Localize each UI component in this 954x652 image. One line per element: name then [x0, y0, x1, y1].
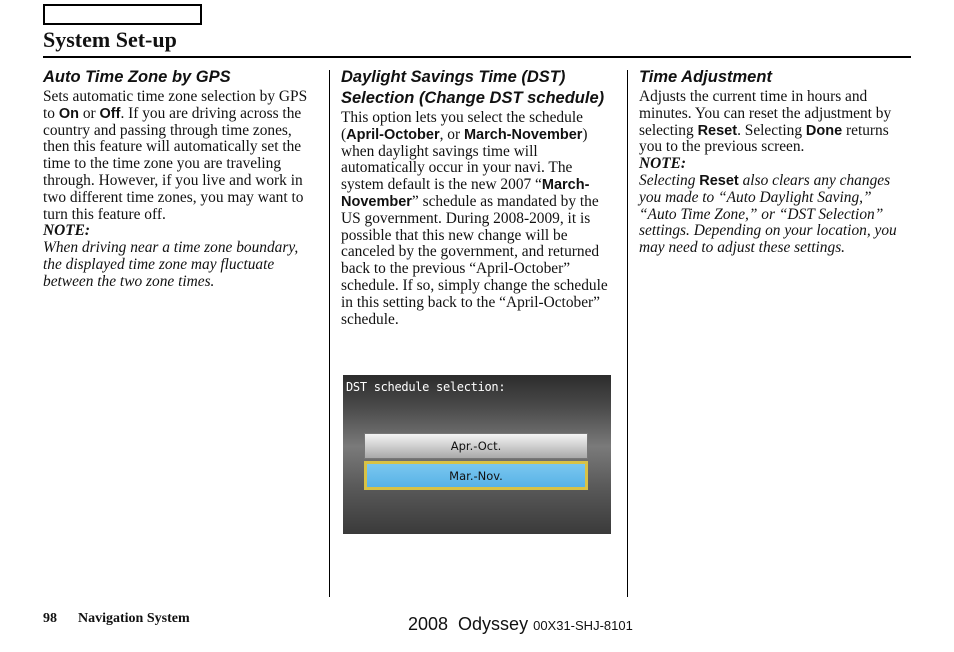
note-text: Selecting — [639, 171, 700, 189]
dst-body — [341, 110, 613, 328]
march-november-label-2: March-November — [341, 177, 590, 210]
body-text: , or — [439, 125, 464, 143]
auto-time-zone-body — [43, 89, 313, 223]
april-october-label: April-October — [346, 126, 440, 143]
header-tab-box — [43, 4, 202, 25]
apr-oct-option-button[interactable]: Apr.-Oct. — [364, 433, 588, 459]
note-heading: NOTE: — [639, 155, 687, 173]
publication-code: 00X31-SHJ-8101 — [533, 618, 633, 633]
time-adjustment-body — [639, 89, 911, 156]
screen-title: DST schedule selection: — [346, 380, 506, 394]
body-text: This option lets you select the schedule ( — [341, 109, 583, 143]
note-body: When driving near a time zone boundary, the displayed time zone may fluctuate between the two zone times. — [43, 239, 299, 290]
body-text: Sets automatic time zone selection by GPS to — [43, 88, 308, 122]
section-heading-auto-time-zone: Auto Time Zone by GPS — [43, 68, 231, 86]
column-divider-2 — [627, 70, 628, 597]
footer-section-label: Navigation System — [78, 611, 190, 626]
body-text: . Selecting — [737, 121, 806, 139]
body-text: Adjusts the current time in hours and minutes. You can reset the adjustment by selecting — [639, 88, 892, 139]
column-time-adjustment — [639, 67, 911, 257]
dst-selection-screen — [343, 375, 611, 534]
column-dst-selection — [341, 67, 613, 328]
note-text: also clears any changes you made to “Auto Daylight Saving,” “Auto Time Zone,” or “DST Selection” settings. Depending on your location, you may need to adjust these settings. — [639, 171, 897, 257]
section-heading-time-adjustment: Time Adjustment — [639, 68, 772, 86]
body-text: returns you to the previous screen. — [639, 121, 889, 156]
off-option-label: Off — [99, 105, 121, 122]
column-auto-time-zone — [43, 67, 313, 291]
note-heading: NOTE: — [43, 222, 91, 240]
mar-nov-option-button[interactable]: Mar.-Nov. — [364, 461, 588, 490]
section-heading-dst: Daylight Savings Time (DST) Selection (Change DST schedule) — [341, 68, 605, 107]
note-body — [639, 173, 911, 257]
page-title: System Set-up — [43, 27, 177, 52]
body-text: ” schedule as mandated by the US government. During 2008-2009, it is possible that this new change will be canceled by the government, and returned back to the previous “April-October” schedule. If so, simply change the schedule in this setting back to the “April-October” schedule. — [341, 192, 608, 328]
body-text: . If you are driving across the country and passing through time zones, then this feature will automatically set the time to the time zone you are traveling through. However, if you live and work in two different time zones, you may want to turn this feature off. — [43, 104, 304, 223]
page-number: 98 — [43, 611, 57, 626]
body-text: ) when daylight savings time will automatically occur in your navi. The system default is the new 2007 “ — [341, 125, 588, 194]
reset-label: Reset — [699, 172, 739, 189]
model-name: 2008 Odyssey — [408, 614, 529, 634]
footer-model — [408, 614, 633, 635]
march-november-label: March-November — [463, 126, 583, 143]
reset-label: Reset — [697, 122, 738, 139]
on-option-label: On — [58, 105, 79, 122]
column-divider-1 — [329, 70, 330, 597]
body-text: or — [78, 104, 100, 122]
title-divider — [43, 56, 911, 58]
done-label: Done — [805, 122, 843, 139]
